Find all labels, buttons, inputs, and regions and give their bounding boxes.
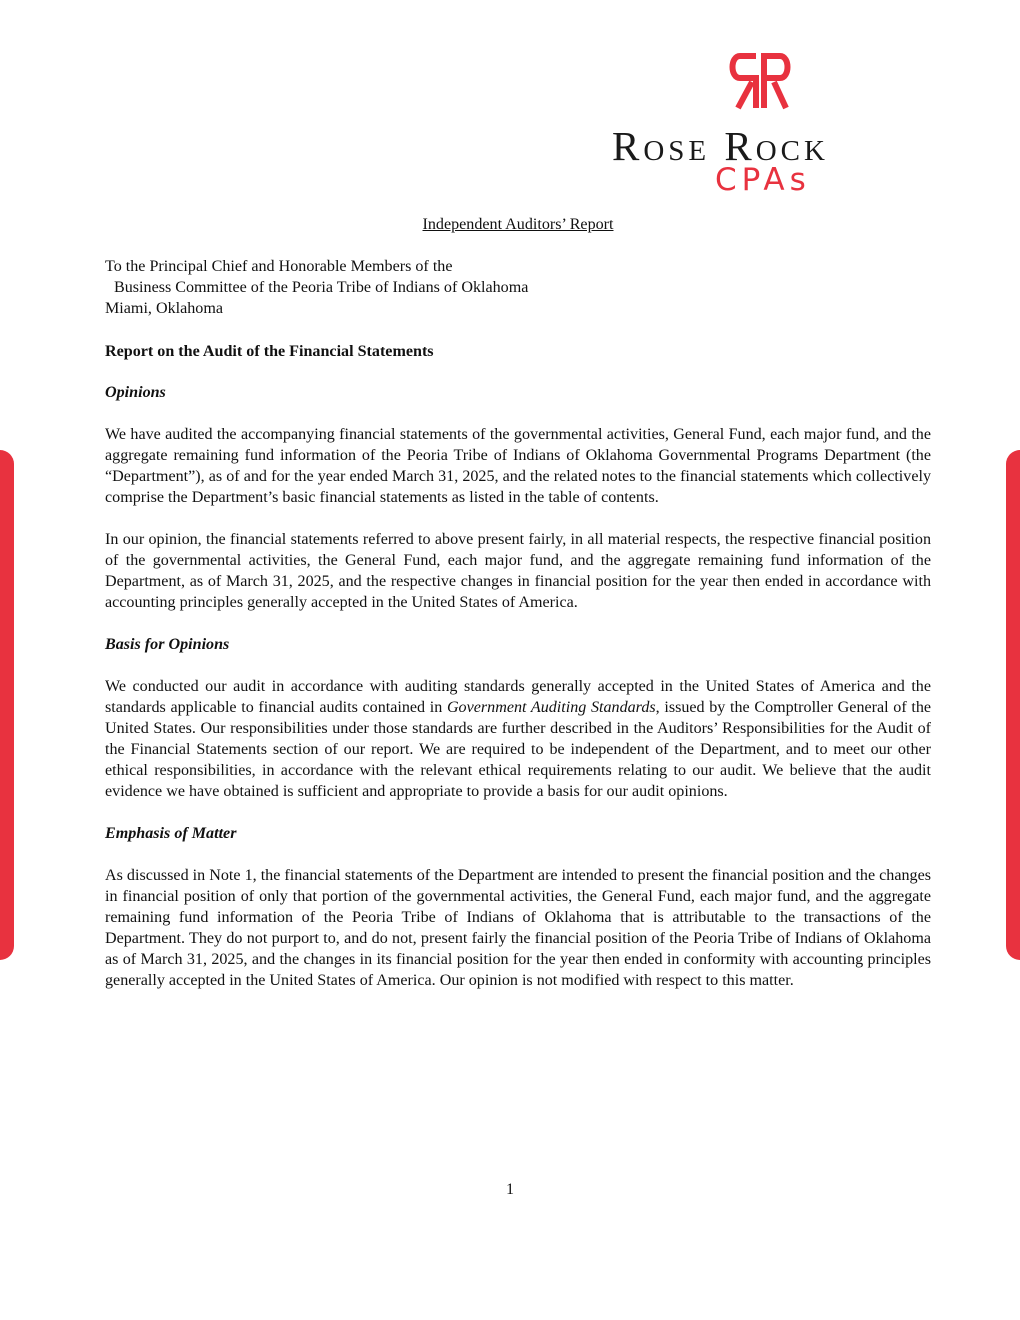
right-edge-accent-bar [1006,450,1020,960]
basis-italic-title: Government Auditing Standards [446,699,656,716]
logo-cpas-text: CPAs [715,162,811,198]
opinions-paragraph-2: In our opinion, the financial statements referred to above present fairly, in all material respects, the respective financial position of the governmental activities, the General Fund, each major fund, and the aggregate remaining fund information of the Department, as of March 31, 2025, and the respective changes in financial position for the year then ended in accordance with accounting principles generally accepted in the United States of America. [105,531,931,611]
emphasis-paragraph: As discussed in Note 1, the financial statements of the Department are intended to present the financial position and the changes in financial position of only that portion of the governmental activities, the General Fund, each major fund, and the aggregate remaining fund information of the Peoria Tribe of Indians of Oklahoma that is attributable to the transactions of the Department. They do not purport to, and do not, present fairly the financial position of the Peoria Tribe of Indians of Oklahoma as of March 31, 2025, and the changes in its financial position for the year then ended in conformity with accounting principles generally accepted in the United States of America. Our opinion is not modified with respect to this matter. [105,867,931,989]
report-title: Independent Auditors’ Report [422,216,614,233]
basis-text-end: , issued by the Comptroller General of the United States. Our responsibilities under those standards are further described in the Auditors’ Responsibilities for the Audit of the Financial Statements section of our report. We are required to be independent of the Department, and to meet our other ethical responsibilities, in accordance with the relevant ethical requirements relating to our audit. We believe that the audit evidence we have obtained is sufficient and appropriate to provide a basis for our audit opinions. [105,699,932,800]
logo-company-name: Rose Rock [612,123,829,169]
report-body [105,214,931,1012]
rr-monogram-icon [726,52,796,112]
page-number: 1 [505,1181,515,1198]
basis-paragraph [105,676,931,802]
company-logo [600,52,920,202]
left-edge-accent-bar [0,450,14,960]
basis-heading: Basis for Opinions [105,636,230,653]
basis-text-start: We conducted our audit in accordance with auditing standards generally accepted in the United States of America and the standards applicable to financial audits contained in [105,678,931,716]
address-line-2: Business Committee of the Peoria Tribe of Indians of Oklahoma [114,279,529,296]
opinions-heading: Opinions [105,384,166,401]
address-line-1: To the Principal Chief and Honorable Members of the [105,258,453,275]
addressee-block [105,256,931,319]
section-title: Report on the Audit of the Financial Statements [105,343,434,360]
address-line-3: Miami, Oklahoma [105,300,223,317]
opinions-paragraph-1: We have audited the accompanying financial statements of the governmental activities, General Fund, each major fund, and the aggregate remaining fund information of the Peoria Tribe of Indians of Oklahoma Governmental Programs Department (the “Department”), as of and for the year ended March 31, 2025, and the related notes to the financial statements which collectively comprise the Department’s basic financial statements as listed in the table of contents. [105,426,931,506]
emphasis-heading: Emphasis of Matter [105,825,237,842]
